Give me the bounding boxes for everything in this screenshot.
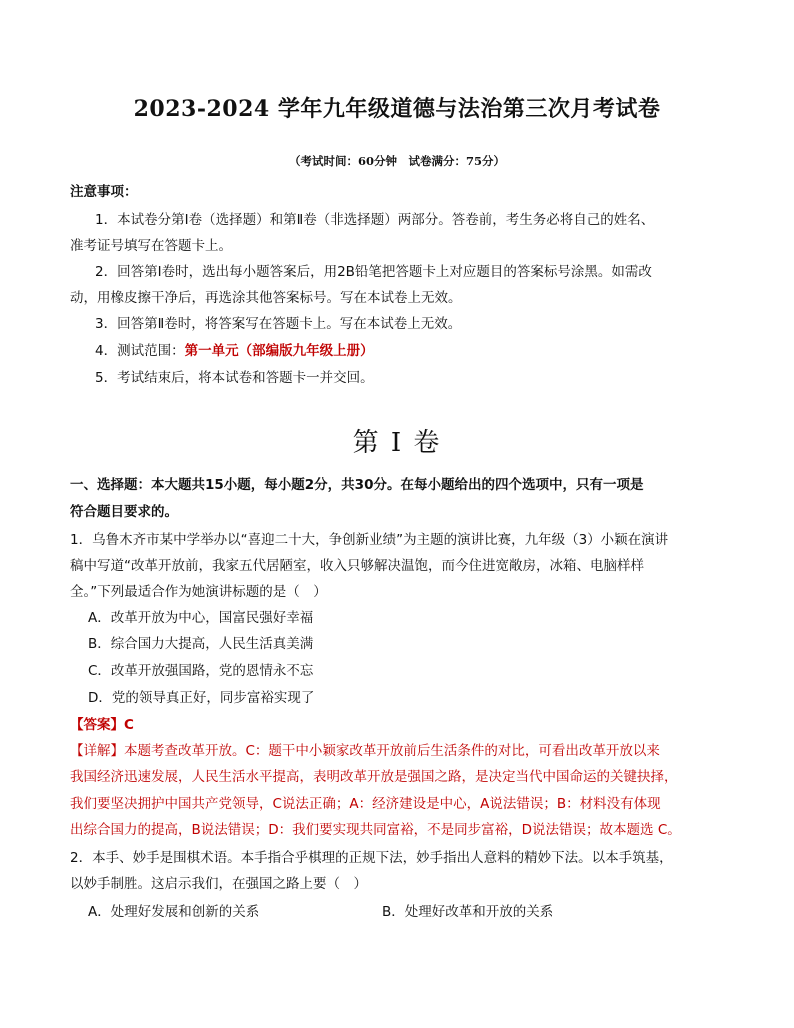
q1-option-a: A．改革开放为中心，国富民强好幸福	[88, 610, 314, 626]
notice-item-3: 3．回答第Ⅱ卷时，将答案写在答题卡上。写在本试卷上无效。	[95, 316, 462, 332]
notice-heading: 注意事项：	[70, 184, 138, 200]
q1-stem-line2: 稿中写道“改革开放前，我家五代居陋室，收入只够解决温饱，而今住进宽敞房，冰箱、电脑样样	[70, 558, 644, 574]
notice-item-4-prefix: 4．测试范围：	[95, 343, 185, 359]
notice-item-2a: 2．回答第Ⅰ卷时，选出每小题答案后，用2B铅笔把答题卡上对应题目的答案标号涂黑。如需改	[95, 264, 652, 280]
q1-detail-line1: 【详解】本题考查改革开放。C：题干中小颖家改革开放前后生活条件的对比，可看出改革开放以来	[70, 743, 660, 759]
q2-stem-line2: 以妙手制胜。这启示我们，在强国之路上要（ ）	[70, 876, 367, 892]
section-heading: 第 I 卷	[352, 428, 442, 458]
part1-instructions-line1: 一、选择题：本大题共15小题，每小题2分，共30分。在每小题给出的四个选项中，只有一项是	[70, 477, 644, 493]
q1-detail-line2: 我国经济迅速发展，人民生活水平提高，表明改革开放是强国之路，是决定当代中国命运的关键抉择，	[70, 769, 678, 785]
q1-stem-line3: 全。”下列最适合作为她演讲标题的是（ ）	[70, 584, 327, 600]
q1-option-d: D．党的领导真正好，同步富裕实现了	[88, 690, 315, 706]
q2-option-b: B．处理好改革和开放的关系	[382, 904, 554, 920]
part1-instructions-line2: 符合题目要求的。	[70, 504, 178, 520]
q1-answer: 【答案】C	[70, 717, 134, 733]
exam-subtitle: （考试时间：60分钟 试卷满分：75分）	[288, 154, 505, 168]
notice-item-1b: 准考证号填写在答题卡上。	[70, 238, 232, 254]
q1-detail-line4: 出综合国力的提高，B说法错误；D：我们要实现共同富裕，不是同步富裕，D说法错误；故本题选 C。	[70, 822, 681, 838]
notice-item-1a: 1．本试卷分第Ⅰ卷（选择题）和第Ⅱ卷（非选择题）两部分。答卷前，考生务必将自己的姓名、	[95, 212, 655, 228]
notice-item-4	[95, 342, 755, 360]
q2-stem-line1: 2．本手、妙手是围棋术语。本手指合乎棋理的正规下法，妙手指出人意料的精妙下法。以本手筑基，	[70, 850, 673, 866]
exam-title: 2023-2024 学年九年级道德与法治第三次月考试卷	[133, 96, 661, 122]
notice-item-4-range: 第一单元（部编版九年级上册）	[184, 343, 374, 359]
notice-item-2b: 动，用橡皮擦干净后，再选涂其他答案标号。写在本试卷上无效。	[70, 290, 462, 306]
q1-stem-line1: 1．乌鲁木齐市某中学举办以“喜迎二十大，争创新业绩”为主题的演讲比赛，九年级（3）小颖在演讲	[70, 532, 669, 548]
q1-detail-line3: 我们要坚决拥护中国共产党领导，C说法正确；A：经济建设是中心，A说法错误；B：材料没有体现	[70, 796, 661, 812]
q1-option-c: C．改革开放强国路，党的恩情永不忘	[88, 663, 314, 679]
q1-option-b: B．综合国力大提高，人民生活真美满	[88, 636, 314, 652]
q2-option-a: A．处理好发展和创新的关系	[88, 904, 260, 920]
notice-item-5: 5．考试结束后，将本试卷和答题卡一并交回。	[95, 370, 374, 386]
